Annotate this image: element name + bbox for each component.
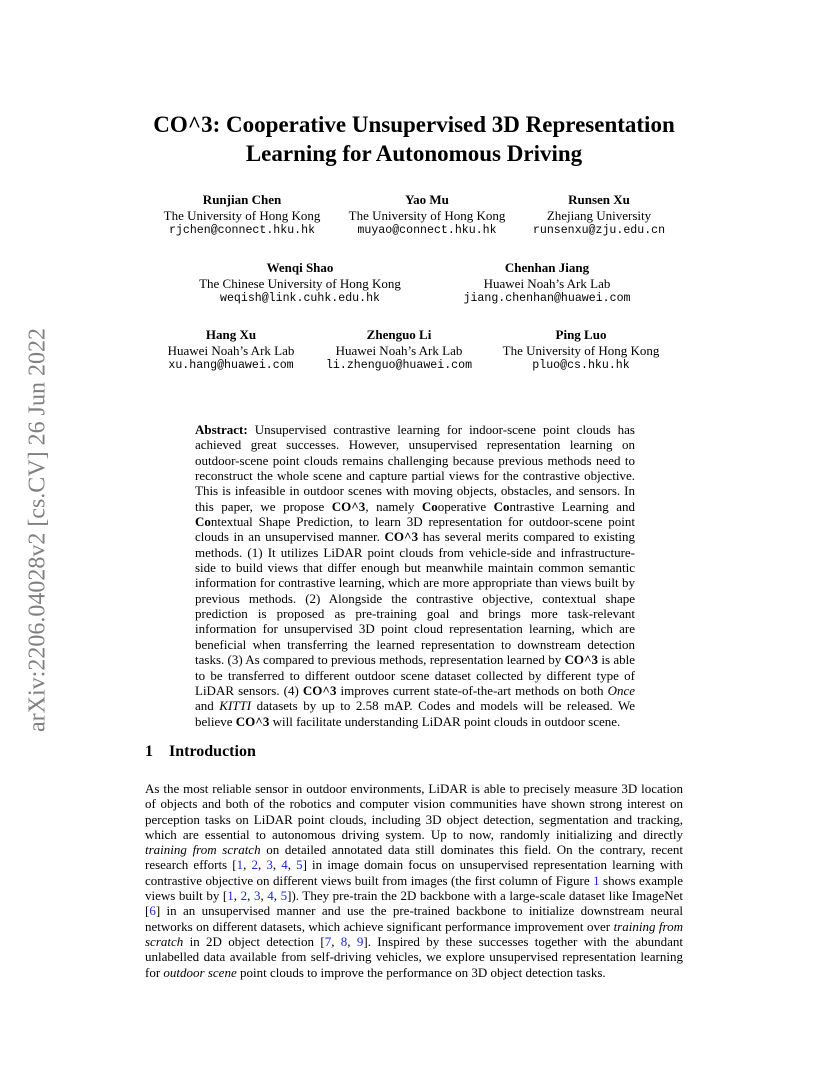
author-affiliation: Huawei Noah’s Ark Lab	[335, 342, 463, 358]
abstract-text: has several merits compared to existing methods. (1) It utilizes LiDAR point clouds from vehicle-side and infrastructure-side to build views that differ enough but meanwhile maintain common semantic information for contrastive learning, which are more appropriate than views built by previous methods. (2) Alongside the contrastive objective, contextual shape prediction is proposed as pre-training goal and brings more task-relevant information for unsupervised 3D point cloud representation learning, which are beneficial when transferring the learned representation to downstream detection tasks. (3) As compared to previous methods, representation learned by	[195, 529, 635, 668]
intro-text: ]). They pre-train the 2D backbone with a large-scale dataset like ImageNet [	[145, 888, 684, 919]
abstract-bold: Co	[493, 498, 510, 514]
author-block	[164, 192, 321, 239]
author-block	[199, 260, 401, 307]
citation-link[interactable]: 3	[266, 857, 273, 873]
author-email[interactable]: pluo@cs.hku.hk	[532, 359, 630, 372]
section-number: 1	[145, 743, 153, 760]
title-line-2: Learning for Autonomous Driving	[245, 141, 583, 166]
abstract-text: , namely	[365, 498, 422, 514]
citation-link[interactable]: 2	[240, 888, 248, 904]
citation-link[interactable]: 4	[267, 888, 274, 904]
author-name: Hang Xu	[205, 327, 257, 342]
author-block	[464, 260, 631, 307]
author-block	[533, 192, 665, 239]
author-email[interactable]: runsenxu@zju.edu.cn	[532, 224, 666, 237]
citation-link[interactable]: 7	[324, 933, 332, 949]
paper-title	[0, 110, 828, 168]
author-affiliation: The University of Hong Kong	[163, 207, 321, 223]
citation-link[interactable]: 8	[340, 933, 348, 949]
citation-separator: ,	[331, 933, 341, 949]
abstract-text: datasets by up to 2.58 mAP. Codes and models will be released. We believe	[195, 698, 635, 729]
citation-separator: ,	[257, 857, 267, 873]
author-affiliation: Zhejiang University	[546, 207, 652, 223]
abstract-text: is able to be transferred to different outdoor scene dataset collected by different type of LiDAR sensors. (4)	[195, 652, 635, 698]
author-email[interactable]: weqish@link.cuhk.edu.hk	[219, 292, 381, 305]
author-block	[349, 192, 506, 239]
citation-separator: ,	[247, 888, 254, 904]
abstract-bold: CO^3	[331, 498, 366, 514]
intro-italic: outdoor scene	[163, 964, 237, 980]
author-email[interactable]: muyao@connect.hku.hk	[357, 224, 497, 237]
title-line-1: CO^3: Cooperative Unsupervised 3D Representation	[153, 112, 675, 137]
author-affiliation: Huawei Noah’s Ark Lab	[167, 342, 295, 358]
intro-text: on detailed annotated data still dominates this field. On the contrary, recent research efforts [	[145, 842, 683, 873]
author-name: Runjian Chen	[202, 192, 282, 207]
section-heading	[145, 743, 256, 761]
abstract-bold: CO^3	[384, 529, 419, 545]
citation-group	[227, 888, 287, 903]
author-name: Yao Mu	[405, 192, 449, 207]
citation-separator: ,	[233, 888, 241, 904]
intro-text: ] in image domain focus on unsupervised representation learning with contrastive objective on different views built from images (the first column of Figure	[145, 857, 683, 888]
citation-link[interactable]: 6	[149, 903, 156, 919]
intro-paragraph	[145, 781, 683, 980]
abstract-italic: Once	[607, 682, 635, 698]
citation-separator: ,	[260, 888, 268, 904]
intro-text: ]. Inspired by these successes together with the abundant unlabelled data available from self-driving vehicles, we explore unsupervised representation learning for	[145, 933, 684, 980]
abstract-label: Abstract:	[195, 422, 248, 437]
abstract-text: Unsupervised contrastive learning for indoor-scene point clouds has achieved great successes. However, unsupervised representation learning on outdoor-scene point clouds remains challenging because previous methods need to reconstruct the whole scene and capture partial views for the contrastive objective. This is infeasible in outdoor scenes with moving objects, obstacles, and sensors. In this paper, we propose	[195, 422, 635, 514]
abstract-bold: CO^3	[564, 652, 599, 668]
author-email[interactable]: jiang.chenhan@huawei.com	[463, 292, 631, 305]
citation-link[interactable]: 3	[253, 888, 261, 904]
abstract	[195, 422, 635, 729]
section-title: Introduction	[169, 743, 256, 760]
abstract-italic: KITTI	[219, 698, 252, 714]
author-name: Wenqi Shao	[266, 260, 334, 275]
citation-link[interactable]: 1	[236, 857, 244, 873]
author-email[interactable]: li.zhenguo@huawei.com	[325, 359, 473, 372]
citation-link[interactable]: 5	[296, 857, 303, 873]
abstract-text: will facilitate understanding LiDAR point clouds in outdoor scene.	[269, 713, 621, 729]
citation-separator: ,	[347, 933, 357, 949]
intro-italic: training from scratch	[145, 918, 683, 949]
author-name: Zhenguo Li	[366, 327, 432, 342]
figure-reference-link[interactable]: 1	[593, 872, 600, 888]
author-affiliation: The University of Hong Kong	[348, 207, 506, 223]
author-affiliation: Huawei Noah’s Ark Lab	[483, 275, 611, 291]
author-affiliation: The University of Hong Kong	[502, 342, 660, 358]
intro-text: As the most reliable sensor in outdoor environments, LiDAR is able to precisely measure 3D location of objects and both of the robotics and computer vision communities have shown strong interest on perception tasks on LiDAR point clouds, including 3D object detection, segmentation and tracking, which are essential to autonomous driving system. Up to now, randomly initializing and directly	[145, 781, 683, 842]
author-name: Chenhan Jiang	[504, 260, 590, 275]
author-block	[168, 327, 295, 374]
citation-separator: ,	[273, 888, 281, 904]
abstract-bold: Co	[421, 498, 438, 514]
intro-text: ] in an unsupervised manner and use the pre-trained backbone to initialize downstream neural networks on different datasets, which achieve significant performance improvement over	[145, 903, 683, 934]
intro-text: in 2D object detection [	[183, 933, 325, 949]
citation-link[interactable]: 9	[356, 933, 364, 949]
abstract-bold: CO^3	[235, 713, 270, 729]
citation-group	[237, 857, 303, 872]
intro-italic: training from scratch	[145, 842, 261, 858]
intro-text: shows example views built by [	[145, 872, 683, 904]
author-name: Runsen Xu	[568, 192, 630, 207]
citation-link[interactable]: 1	[227, 888, 234, 904]
abstract-text: ntrastive Learning and	[509, 498, 635, 514]
citation-separator: ,	[243, 857, 252, 873]
citation-separator: ,	[287, 857, 297, 873]
citation-group	[325, 934, 364, 949]
arxiv-identifier: arXiv:2206.04028v2 [cs.CV] 26 Jun 2022	[24, 328, 51, 732]
abstract-text: operative	[437, 498, 494, 514]
citation-link[interactable]: 5	[280, 888, 288, 904]
author-email[interactable]: rjchen@connect.hku.hk	[168, 224, 316, 237]
abstract-text: and	[195, 698, 220, 714]
author-name: Ping Luo	[555, 327, 607, 342]
abstract-bold: CO^3	[302, 682, 337, 698]
abstract-text: ntextual Shape Prediction, to learn 3D representation for outdoor-scene point clouds in an unsupervised manner.	[195, 514, 635, 545]
author-block	[326, 327, 472, 374]
abstract-bold: Co	[195, 514, 211, 530]
intro-text: point clouds to improve the performance on 3D object detection tasks.	[236, 964, 606, 980]
author-affiliation: The Chinese University of Hong Kong	[199, 275, 401, 291]
author-email[interactable]: xu.hang@huawei.com	[168, 359, 294, 372]
abstract-text: improves current state-of-the-art methods on both	[336, 682, 608, 698]
citation-link[interactable]: 2	[251, 857, 258, 873]
citation-separator: ,	[272, 857, 282, 873]
citation-link[interactable]: 4	[281, 857, 288, 873]
author-block	[503, 327, 660, 374]
